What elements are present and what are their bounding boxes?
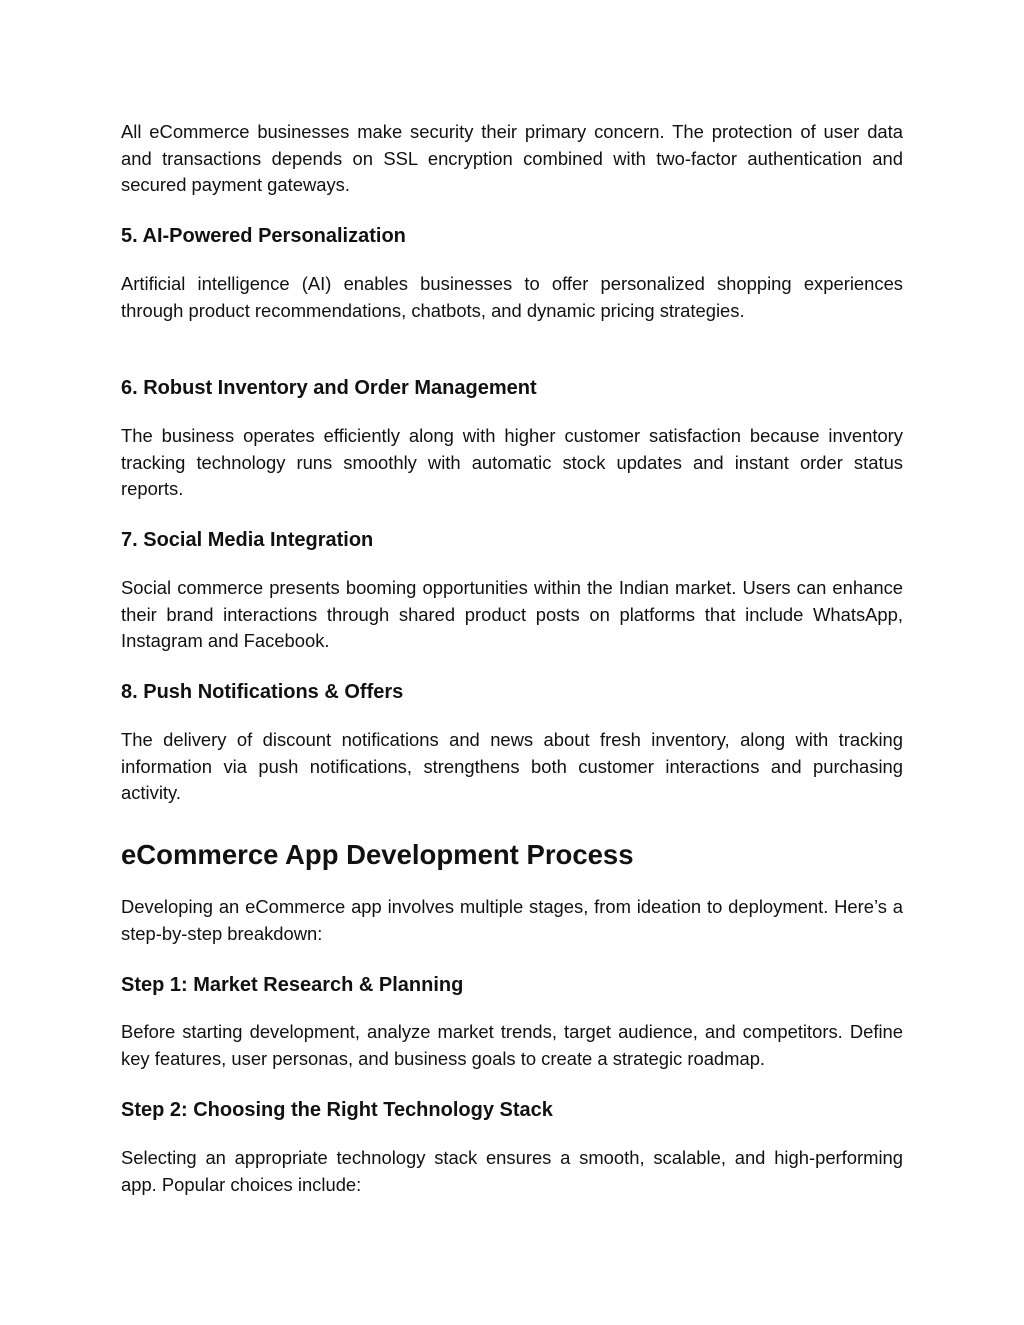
intro-paragraph: All eCommerce businesses make security their primary concern. The protection of user data and transactions depends on SSL encryption combined with two-factor authentication and secured payment gateways. xyxy=(121,121,903,196)
step-body-market-research: Before starting development, analyze market trends, target audience, and competitors. Define key features, user personas, and business goals to create a strategic roadmap. xyxy=(121,1021,903,1069)
section-heading-push-notifications: 8. Push Notifications & Offers xyxy=(121,681,404,703)
section-heading-ai-personalization: 5. AI-Powered Personalization xyxy=(121,225,406,247)
step-body-technology-stack: Selecting an appropriate technology stack ensures a smooth, scalable, and high-performing app. Popular choices include: xyxy=(121,1147,903,1195)
section-body-push-notifications: The delivery of discount notifications and news about fresh inventory, along with tracking information via push notifications, strengthens both customer interactions and purchasing activity. xyxy=(121,729,903,804)
step-heading-market-research: Step 1: Market Research & Planning xyxy=(121,974,464,996)
process-heading: eCommerce App Development Process xyxy=(121,839,634,870)
section-body-ai-personalization: Artificial intelligence (AI) enables businesses to offer personalized shopping experiences through product recommendations, chatbots, and dynamic pricing strategies. xyxy=(121,273,903,321)
section-heading-inventory-management: 6. Robust Inventory and Order Management xyxy=(121,377,537,399)
process-intro: Developing an eCommerce app involves multiple stages, from ideation to deployment. Here’s a step-by-step breakdown: xyxy=(121,896,903,944)
step-heading-technology-stack: Step 2: Choosing the Right Technology Stack xyxy=(121,1099,553,1121)
section-heading-social-media: 7. Social Media Integration xyxy=(121,529,374,551)
section-body-social-media: Social commerce presents booming opportunities within the Indian market. Users can enhance their brand interactions through shared product posts on platforms that include WhatsApp, Instagram and Facebook. xyxy=(121,577,903,652)
section-body-inventory-management: The business operates efficiently along with higher customer satisfaction because inventory tracking technology runs smoothly with automatic stock updates and instant order status reports. xyxy=(121,425,903,500)
